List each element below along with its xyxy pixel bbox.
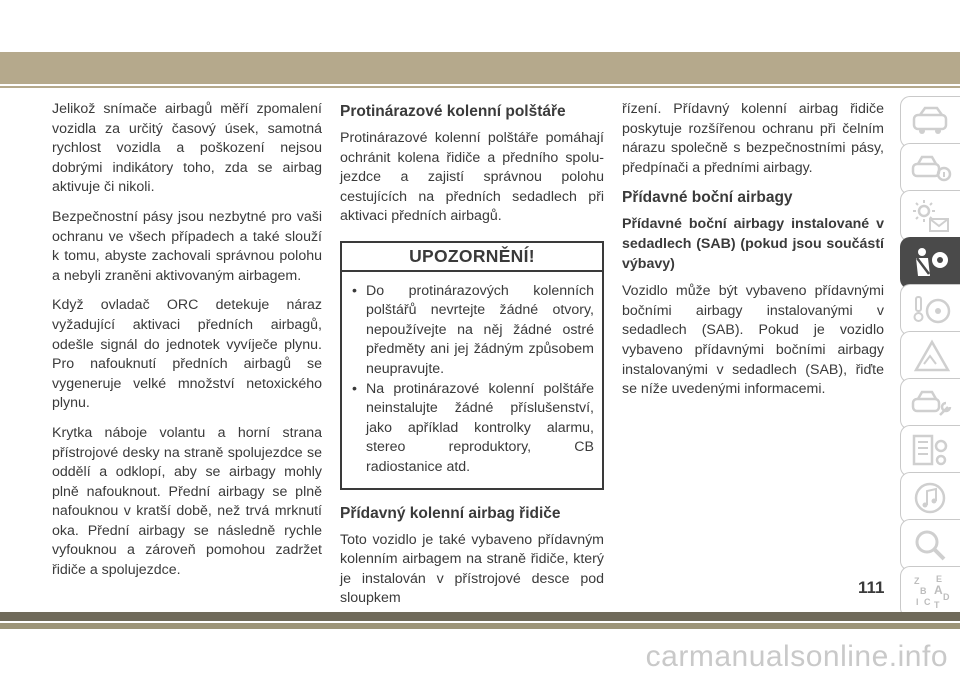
page-number: 111	[858, 578, 885, 597]
header-rule	[0, 86, 960, 88]
music-nav-icon	[910, 479, 952, 517]
tab-alphabet-index[interactable]	[900, 566, 960, 618]
subsection-heading: Přídavné boční airbagy instalované v sedadlech (SAB) (pokud jsou součástí výbavy)	[622, 216, 884, 272]
column-middle	[340, 102, 604, 619]
svg-text:I: I	[915, 597, 919, 607]
section-heading: Přídavný kolenní airbag řidiče	[340, 504, 561, 522]
paragraph: Když ovladač ORC detekuje náraz vyžadující aktivaci předních airbagů, odešle signál do jednotek vyvíječe plynu. Pro nafouknutí předních airbagů se vygeneruje velké množství netoxického plynu.	[52, 297, 322, 412]
paragraph: Vozidlo může být vybaveno přídavnými bočními airbagy instalovanými v sedadlech (SAB). Pokud je vozidlo vybaveno přídavnými bočními airbagy instalovanými v sedadlech (SAB), řiďte se níže uvedenými informacemi.	[622, 283, 884, 398]
svg-text:C: C	[923, 597, 930, 607]
tab-steering-key[interactable]	[900, 284, 960, 336]
paragraph: Toto vozidlo je také vybaveno přídavným kolenním airbagem na straně řidiče, který je instalován v přístrojové desce pod sloupkem	[340, 531, 604, 607]
svg-text:Z: Z	[913, 576, 919, 586]
column-left	[52, 100, 322, 591]
footer-band	[0, 612, 960, 621]
paragraph: řízení. Přídavný kolenní airbag řidiče poskytuje rozšířenou ochranu při čelním nárazu společně s bezpečnostními pásy, předpínači a předními airbagy.	[622, 101, 884, 176]
tab-checklist-gears[interactable]	[900, 425, 960, 477]
seatbelt-airbag-icon	[910, 244, 952, 282]
svg-text:A: A	[933, 583, 943, 597]
column-right	[622, 100, 884, 410]
tab-car-info[interactable]	[900, 143, 960, 195]
car-wrench-icon	[910, 385, 952, 423]
tab-music-nav[interactable]	[900, 472, 960, 524]
paragraph: Krytka náboje volantu a horní strana přístrojové desky na straně spolujezdce se oddělí a odklopí, aby se airbagy mohly plně nafouknout. Přední airbagy se plně nafouknou v kratší době, než trvá mrknutí oka. Přední airbagy se následně rychle vyfouknou a zároveň pomohou zadržet řidiče a spolujezdce.	[52, 424, 322, 579]
svg-text:B: B	[919, 586, 926, 596]
warning-item: • Na protinárazové kolenní polštáře neinstalujte žádné příslušenství, jako apříklad kontrolky alarmu, stereo reproduktory, CB radiostanice atd.	[352, 380, 594, 478]
tab-car-dashboard[interactable]	[900, 96, 960, 148]
warning-item: • Do protinárazových kolenních polštářů nevrtejte žádné otvory, nepoužívejte na něj žádné ostré předměty ani jej žádným způsobem neupravujte.	[352, 282, 594, 380]
header-band	[0, 52, 960, 84]
search-icon	[910, 526, 952, 564]
alphabet-index-icon	[910, 573, 952, 611]
footer-band-light	[0, 623, 960, 629]
watermark: carmanualsonline.info	[645, 640, 948, 673]
warning-title: UPOZORNĚNÍ!	[342, 243, 602, 272]
tab-warning-triangle[interactable]	[900, 331, 960, 383]
tab-sun-envelope[interactable]	[900, 190, 960, 242]
section-heading: Protinárazové kolenní polštáře	[340, 103, 566, 120]
checklist-gears-icon	[910, 432, 952, 470]
warning-list	[342, 272, 602, 488]
svg-text:E: E	[935, 574, 942, 584]
svg-text:T: T	[933, 600, 939, 610]
paragraph: Bezpečnostní pásy jsou nezbytné pro vaši ochranu ve všech případech a také slouží k tomu, abyste zachovali správnou polohu a nebyli zraněni aktivovaným airbagem.	[52, 208, 322, 284]
tab-seatbelt-airbag[interactable]	[900, 237, 960, 289]
paragraph: Protinárazové kolenní polštáře pomáhají ochránit kolena řidiče a předního spolujezdce a zajistí správnou polohu cestujících na předních sedadlech při aktivaci předních airbagů.	[340, 130, 604, 225]
tab-search[interactable]	[900, 519, 960, 571]
warning-box	[340, 241, 604, 490]
paragraph: Jelikož snímače airbagů měří zpomalení vozidla za určitý časový úsek, samotná rychlost vozidla a poškození nejsou dobrými indikátory toho, zda se airbag aktivuje či nikoli.	[52, 101, 322, 196]
steering-key-icon	[910, 291, 952, 329]
section-heading: Přídavné boční airbagy	[622, 189, 793, 207]
car-info-icon	[910, 150, 952, 188]
tab-car-wrench[interactable]	[900, 378, 960, 430]
car-dashboard-icon	[910, 103, 952, 141]
warning-triangle-icon	[910, 338, 952, 376]
sun-envelope-icon	[910, 197, 952, 235]
svg-text:D: D	[942, 592, 949, 602]
